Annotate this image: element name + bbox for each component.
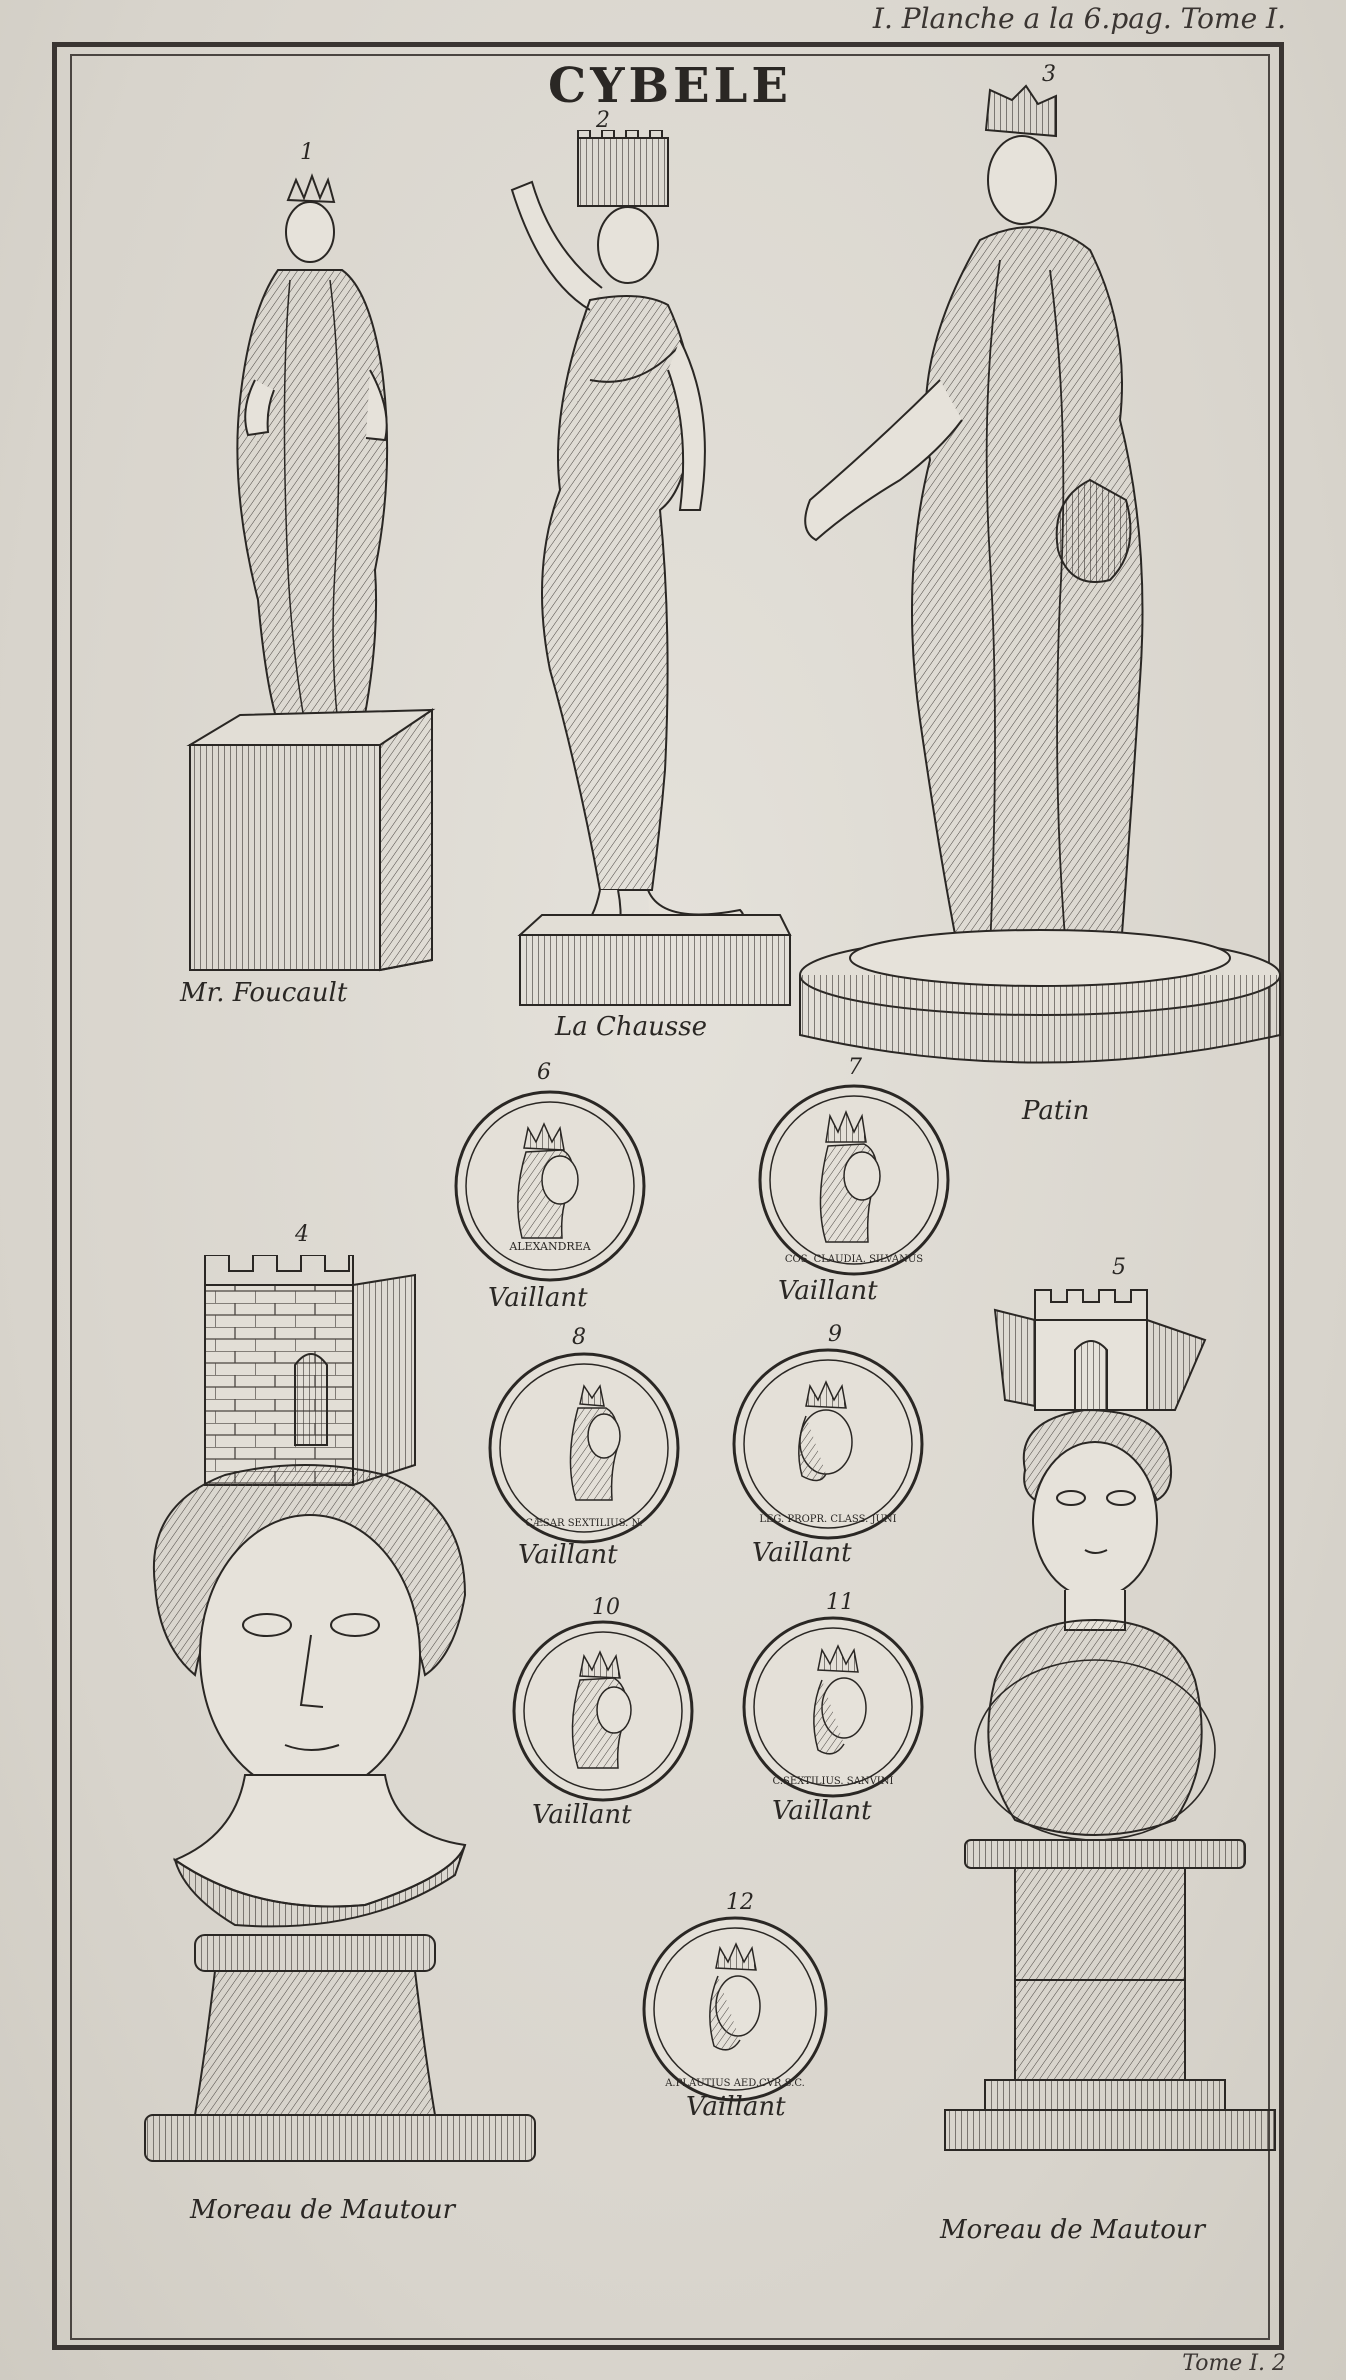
caption-figure-3: Patin (1022, 1096, 1090, 1126)
figure-number-1: 1 (300, 140, 314, 165)
caption-figure-5: Moreau de Mautour (940, 2215, 1206, 2245)
coin-number-12: 12 (726, 1890, 754, 1915)
coin-8 (486, 1350, 682, 1546)
coin-number-10: 10 (592, 1595, 620, 1620)
coin-12-inscription: A.PLAUTIUS AED.CVR.S.C. (665, 2078, 805, 2089)
caption-figure-2: La Chausse (555, 1012, 707, 1042)
plate-title: CYBELE (548, 58, 792, 114)
caption-coin-10: Vaillant (532, 1800, 632, 1830)
statue-figure-3 (790, 80, 1290, 1100)
coin-number-7: 7 (848, 1055, 862, 1080)
caption-figure-4: Moreau de Mautour (190, 2195, 456, 2225)
caption-figure-1: Mr. Foucault (180, 978, 348, 1008)
coin-number-11: 11 (826, 1590, 854, 1615)
plate-reference: I. Planche a la 6.pag. Tome I. (872, 2, 1286, 35)
coin-number-9: 9 (828, 1322, 842, 1347)
caption-coin-9: Vaillant (752, 1538, 852, 1568)
caption-coin-11: Vaillant (772, 1796, 872, 1826)
coin-11-inscription: C.SEXTILIUS. SANVINI (772, 1776, 894, 1787)
figure-number-5: 5 (1112, 1255, 1126, 1280)
coin-8-inscription: CÆSAR SEXTILIUS. N. (525, 1518, 643, 1529)
figure-number-4: 4 (295, 1222, 309, 1247)
coin-10 (510, 1618, 696, 1804)
coin-12 (640, 1914, 830, 2104)
coin-number-8: 8 (572, 1325, 586, 1350)
coin-7-inscription: COS. CLAUDIA. SILVANUS (784, 1254, 924, 1265)
coin-9-inscription: LEG. PROPR. CLASS. JUNI (759, 1514, 897, 1525)
caption-coin-12: Vaillant (686, 2092, 786, 2122)
coin-6-inscription: ALEXANDREA (509, 1240, 591, 1253)
coin-6 (452, 1088, 648, 1284)
statue-figure-2 (490, 130, 810, 1010)
statue-figure-1 (170, 170, 450, 990)
caption-coin-6: Vaillant (488, 1283, 588, 1313)
coin-7 (756, 1082, 952, 1278)
coin-11 (740, 1614, 926, 1800)
figure-number-2: 2 (596, 108, 610, 133)
caption-coin-8: Vaillant (518, 1540, 618, 1570)
caption-coin-7: Vaillant (778, 1276, 878, 1306)
coin-number-6: 6 (537, 1060, 551, 1085)
coin-9 (730, 1346, 926, 1542)
bust-figure-5 (925, 1280, 1295, 2210)
figure-number-3: 3 (1042, 62, 1056, 87)
page-footer-reference: Tome I. 2 (1182, 2351, 1286, 2376)
